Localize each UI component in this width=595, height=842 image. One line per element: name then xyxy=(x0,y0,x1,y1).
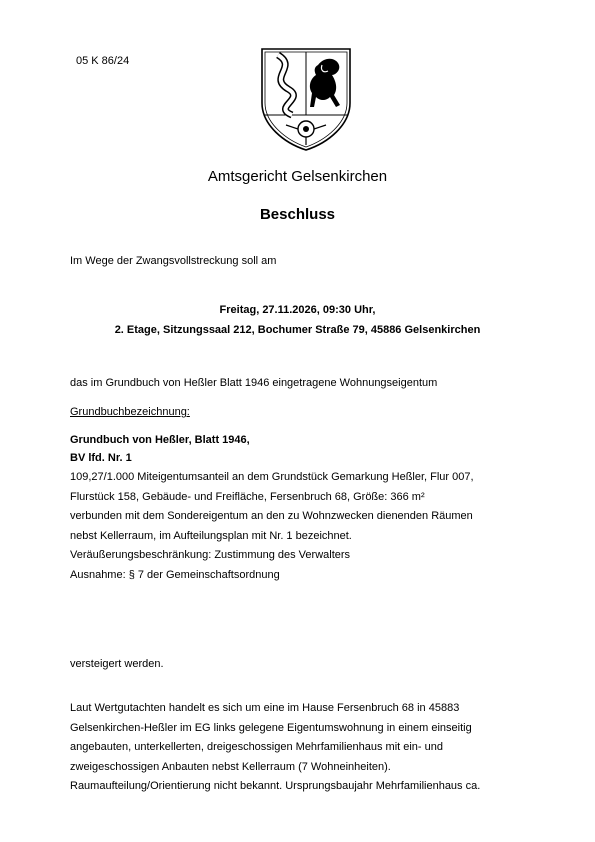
appraisal-line: Laut Wertgutachten handelt es sich um eine im Hause Fersenbruch 68 in 45883 xyxy=(70,702,460,714)
land-register-line: Flurstück 158, Gebäude- und Freifläche, Fersenbruch 68, Größe: 366 m² xyxy=(70,490,425,503)
appraisal-line: Raumaufteilung/Orientierung nicht bekannt. Ursprungsbaujahr Mehrfamilienhaus ca. xyxy=(70,780,481,792)
land-register-description xyxy=(70,468,474,585)
appraisal-paragraph xyxy=(70,699,480,797)
land-register-line: Veräußerungsbeschränkung: Zustimmung des Verwalters xyxy=(70,549,351,561)
land-register-entry: BV lfd. Nr. 1 xyxy=(70,452,132,464)
land-register-heading: Grundbuchbezeichnung: xyxy=(70,406,190,418)
court-name: Amtsgericht Gelsenkirchen xyxy=(207,168,388,185)
land-register-book: Grundbuch von Heßler, Blatt 1946, xyxy=(70,434,250,446)
appraisal-line: angebauten, unterkellerten, dreigeschossigen Mehrfamilienhaus mit ein- und xyxy=(70,741,444,753)
land-register-line: Ausnahme: § 7 der Gemeinschaftsordnung xyxy=(70,568,280,581)
land-register-line: 109,27/1.000 Miteigentumsanteil an dem Grundstück Gemarkung Heßler, Flur 007, xyxy=(70,471,474,483)
appraisal-line: Gelsenkirchen-Heßler im EG links gelegene Eigentumswohnung in einem einseitig xyxy=(70,721,472,734)
appointment-datetime: Freitag, 27.11.2026, 09:30 Uhr, xyxy=(219,304,376,316)
coat-of-arms-emblem xyxy=(258,45,354,153)
file-number: 05 K 86/24 xyxy=(76,55,130,67)
document-type-heading: Beschluss xyxy=(259,206,336,223)
land-register-line: verbunden mit dem Sondereigentum an den zu Wohnzwecken dienenden Räumen xyxy=(70,510,473,522)
land-register-line: nebst Kellerraum, im Aufteilungsplan mit Nr. 1 bezeichnet. xyxy=(70,529,352,542)
appraisal-line: zweigeschossigen Anbauten nebst Kellerraum (7 Wohneinheiten). xyxy=(70,760,391,773)
appointment-location: 2. Etage, Sitzungssaal 212, Bochumer Straße 79, 45886 Gelsenkirchen xyxy=(114,324,481,336)
intro-text: Im Wege der Zwangsvollstreckung soll am xyxy=(70,255,277,267)
auction-text: versteigert werden. xyxy=(70,658,164,670)
object-intro: das im Grundbuch von Heßler Blatt 1946 eingetragene Wohnungseigentum xyxy=(70,377,438,389)
